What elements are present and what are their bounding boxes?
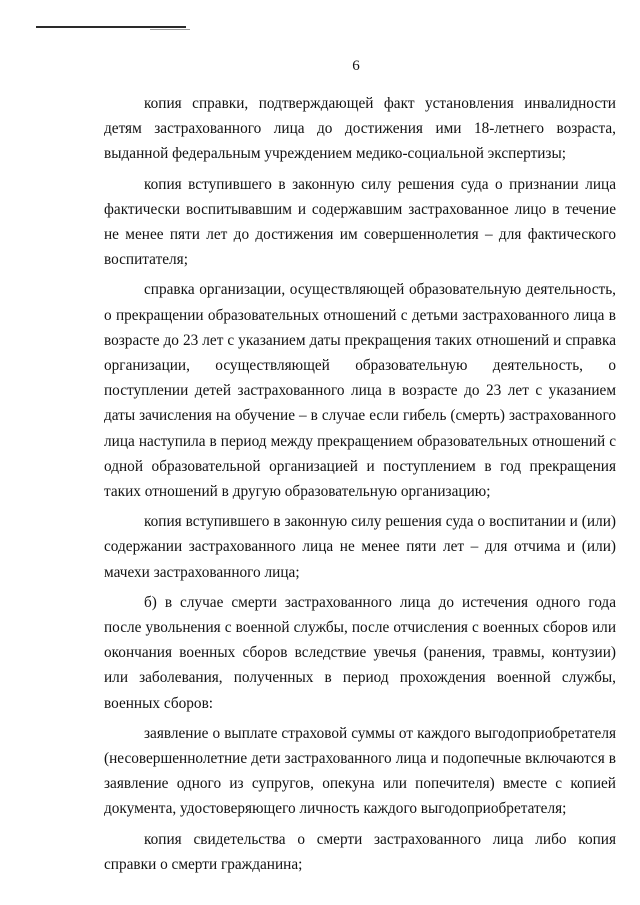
scan-artifact-line-faint [150,29,190,30]
paragraph-death-certificate: копия свидетельства о смерти застрахованного лица либо копия справки о смерти гражданина; [104,830,616,873]
paragraph-disability-certificate: копия справки, подтверждающей факт установления инвалидности детям застрахованного лица до достижения ими 18-летнего возраста, выданной федеральным учреждением медико-социальной экспертизы; [104,95,616,163]
paragraph-clause-b: б) в случае смерти застрахованного лица до истечения одного года после увольнения с военной службы, после отчисления с военных сборов или окончания военных сборов вследствие увечья (ранения, травмы, контузии) или заболевания, полученных в период прохождения военной службы, военных сборов: [104,593,616,712]
document-body [104,91,616,877]
page-number: 6 [352,58,360,74]
paragraph-education-certificate: справка организации, осуществляющей образовательную деятельность, о прекращении образовательных отношений с детьми застрахованного лица в возрасте до 23 лет с указанием даты прекращения таких отношений и справка организации, осуществляющей образовательную деятельность, о поступлении детей застрахованного лица в возрасте до 23 лет с указанием даты зачисления на обучение – в случае если гибель (смерть) застрахованного лица наступила в период между прекращением образовательных отношений с одной образовательной организацией и поступлением в год прекращения таких отношений в другую образовательную организацию; [104,281,616,501]
paragraph-court-decision-stepparent: копия вступившего в законную силу решения суда о воспитании и (или) содержании застрахованного лица не менее пяти лет – для отчима и (или) мачехи застрахованного лица; [104,513,616,581]
paragraph-payment-application: заявление о выплате страховой суммы от каждого выгодоприобретателя (несовершеннолетние дети застрахованного лица и подопечные включаются в заявление одного из супругов, опекуна или попечителя) вместе с копией документа, удостоверяющего личность каждого выгодоприобретателя; [104,724,616,818]
scan-artifact-line [36,26,186,28]
paragraph-court-decision-guardian: копия вступившего в законную силу решения суда о признании лица фактически воспитывавшим и содержавшим застрахованное лицо в течение не менее пяти лет до достижения им совершеннолетия – для фактического воспитателя; [104,175,616,269]
